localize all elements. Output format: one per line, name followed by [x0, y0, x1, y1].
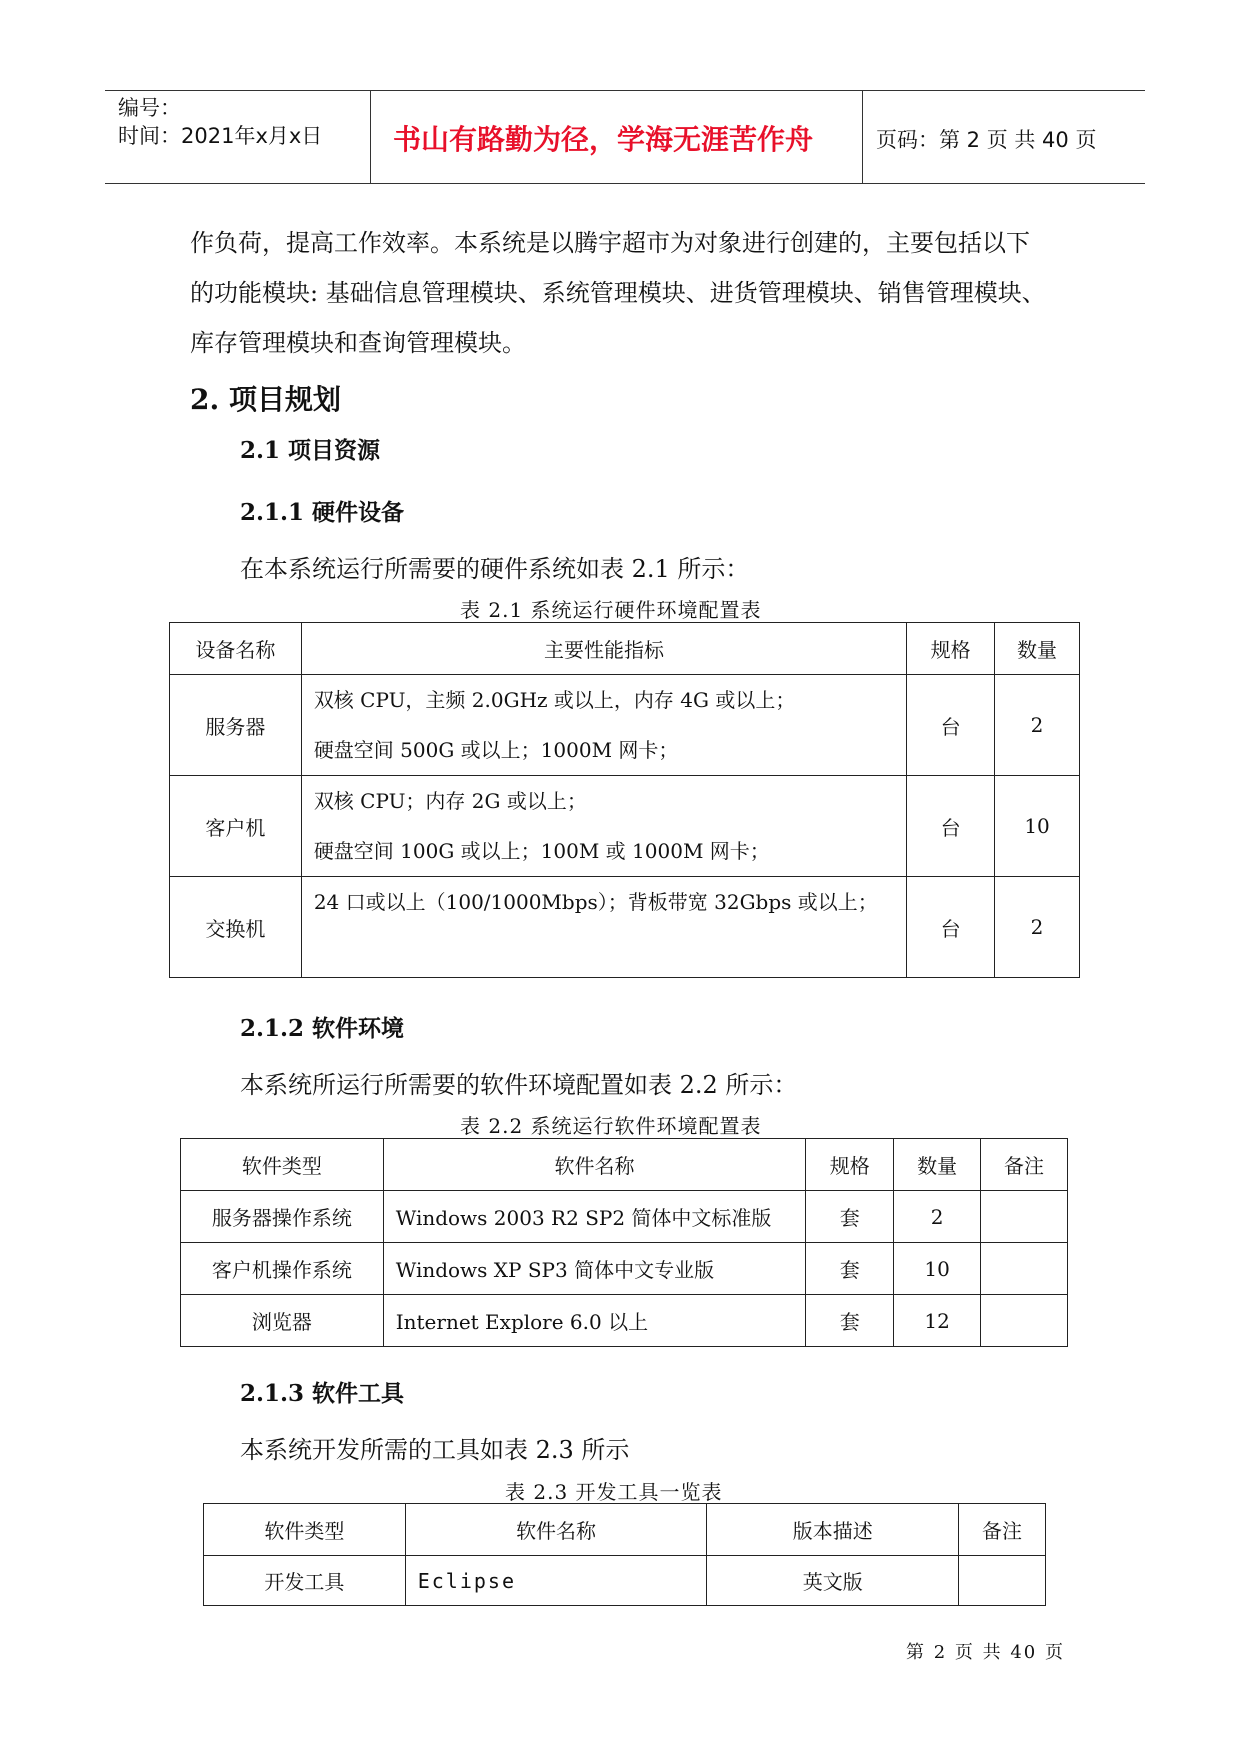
header-time-label: 时间：2021年x月x日 — [118, 124, 323, 148]
performance-line-1: 双核 CPU，主频 2.0GHz 或以上，内存 4G 或以上； — [313, 688, 796, 712]
note-cell — [981, 1295, 1068, 1347]
software-name-cell: Windows 2003 R2 SP2 简体中文标准版 — [383, 1191, 806, 1243]
col-header-software-name: 软件名称 — [383, 1139, 806, 1191]
software-type-cell: 客户机操作系统 — [181, 1243, 384, 1295]
tools-table-caption: 表 2.3 开发工具一览表 — [505, 1480, 723, 1504]
qty-cell: 12 — [894, 1295, 981, 1347]
table-row — [170, 776, 1080, 877]
col-header-note: 备注 — [981, 1139, 1068, 1191]
qty-cell: 2 — [995, 675, 1080, 776]
spec-cell: 台 — [907, 776, 995, 877]
performance-line-1: 双核 CPU；内存 2G 或以上； — [313, 789, 587, 813]
software-intro: 本系统所运行所需要的软件环境配置如表 2.2 所示： — [240, 1071, 798, 1099]
qty-cell: 10 — [995, 776, 1080, 877]
software-type-cell: 开发工具 — [204, 1556, 406, 1606]
col-header-qty: 数量 — [894, 1139, 981, 1191]
header-number-label: 编号： — [118, 96, 181, 120]
qty-cell: 2 — [995, 877, 1080, 978]
note-cell — [981, 1243, 1068, 1295]
device-name-cell: 客户机 — [170, 776, 302, 877]
col-header-device-name: 设备名称 — [170, 623, 302, 675]
table-row — [170, 877, 1080, 978]
col-header-spec: 规格 — [806, 1139, 894, 1191]
col-header-version: 版本描述 — [707, 1504, 959, 1556]
hardware-table-caption: 表 2.1 系统运行硬件环境配置表 — [460, 598, 762, 622]
tools-table — [203, 1503, 1046, 1606]
table-header-row — [170, 623, 1080, 675]
header-page-label: 页码：第 2 页 共 40 页 — [876, 128, 1097, 152]
software-name-cell: Internet Explore 6.0 以上 — [383, 1295, 806, 1347]
performance-cell — [301, 776, 906, 877]
intro-line-3: 库存管理模块和查询管理模块。 — [190, 329, 526, 357]
col-header-note: 备注 — [959, 1504, 1046, 1556]
heading-section-2-1-3: 2.1.3 软件工具 — [240, 1380, 405, 1407]
table-row — [181, 1191, 1068, 1243]
intro-line-2: 的功能模块: 基础信息管理模块、系统管理模块、进货管理模块、销售管理模块、 — [190, 279, 1046, 307]
version-cell: 英文版 — [707, 1556, 959, 1606]
col-header-performance: 主要性能指标 — [301, 623, 906, 675]
table-header-row — [181, 1139, 1068, 1191]
table-row — [181, 1295, 1068, 1347]
performance-line-2: 硬盘空间 100G 或以上；100M 或 1000M 网卡； — [313, 839, 770, 863]
performance-cell — [301, 675, 906, 776]
spec-cell: 套 — [806, 1191, 894, 1243]
spec-cell: 套 — [806, 1295, 894, 1347]
performance-line-2: 硬盘空间 500G 或以上；1000M 网卡； — [313, 738, 679, 762]
page-footer: 第 2 页 共 40 页 — [906, 1642, 1065, 1663]
device-name-cell: 服务器 — [170, 675, 302, 776]
software-name-cell: Windows XP SP3 简体中文专业版 — [383, 1243, 806, 1295]
note-cell — [959, 1556, 1046, 1606]
col-header-software-type: 软件类型 — [181, 1139, 384, 1191]
spec-cell: 台 — [907, 675, 995, 776]
spec-cell: 套 — [806, 1243, 894, 1295]
table-row — [181, 1243, 1068, 1295]
intro-line-1: 作负荷，提高工作效率。本系统是以腾宇超市为对象进行创建的，主要包括以下 — [190, 229, 1030, 257]
software-name-cell: Eclipse — [405, 1556, 707, 1606]
table-row — [204, 1556, 1046, 1606]
software-type-cell: 服务器操作系统 — [181, 1191, 384, 1243]
device-name-cell: 交换机 — [170, 877, 302, 978]
header-motto: 书山有路勤为径，学海无涯苦作舟 — [393, 123, 814, 156]
performance-line-2 — [314, 927, 906, 977]
col-header-software-type: 软件类型 — [204, 1504, 406, 1556]
software-table — [180, 1138, 1068, 1347]
header-top-rule — [105, 90, 1145, 91]
heading-section-2-1-2: 2.1.2 软件环境 — [240, 1015, 405, 1042]
header-divider-right — [862, 90, 863, 183]
table-row — [170, 675, 1080, 776]
performance-line-1: 24 口或以上（100/1000Mbps）；背板带宽 32Gbps 或以上； — [313, 890, 878, 914]
col-header-qty: 数量 — [995, 623, 1080, 675]
hardware-table — [169, 622, 1080, 978]
qty-cell: 2 — [894, 1191, 981, 1243]
performance-cell — [301, 877, 906, 978]
heading-section-2-1-1: 2.1.1 硬件设备 — [240, 499, 405, 526]
table-header-row — [204, 1504, 1046, 1556]
heading-section-2-1: 2.1 项目资源 — [240, 437, 381, 464]
hardware-intro: 在本系统运行所需要的硬件系统如表 2.1 所示： — [240, 555, 750, 583]
spec-cell: 台 — [907, 877, 995, 978]
software-type-cell: 浏览器 — [181, 1295, 384, 1347]
software-table-caption: 表 2.2 系统运行软件环境配置表 — [460, 1114, 762, 1138]
note-cell — [981, 1191, 1068, 1243]
heading-section-2: 2. 项目规划 — [190, 383, 341, 416]
col-header-spec: 规格 — [907, 623, 995, 675]
header-bottom-rule — [105, 183, 1145, 184]
tools-intro: 本系统开发所需的工具如表 2.3 所示 — [240, 1436, 630, 1464]
qty-cell: 10 — [894, 1243, 981, 1295]
col-header-software-name: 软件名称 — [405, 1504, 707, 1556]
header-divider-left — [370, 90, 371, 183]
